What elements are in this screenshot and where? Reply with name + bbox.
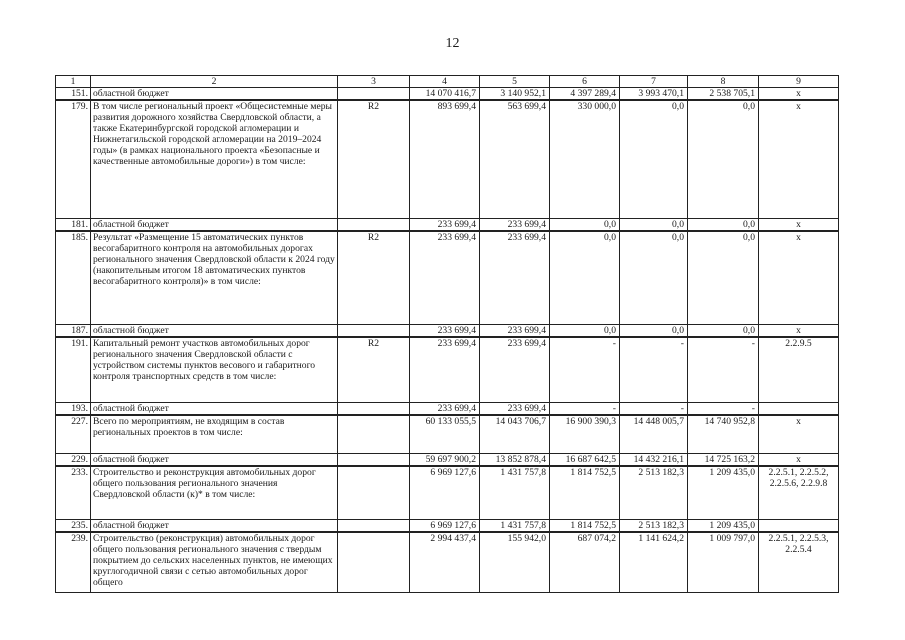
value-cell: 1 431 757,8 bbox=[480, 519, 550, 532]
value-cell: 1 814 752,5 bbox=[550, 466, 620, 519]
value-cell: 1 209 435,0 bbox=[688, 466, 759, 519]
value-cell: 2 513 182,3 bbox=[620, 466, 688, 519]
header-row bbox=[56, 76, 839, 88]
value-cell: 233 699,4 bbox=[480, 324, 550, 337]
header-cell: 8 bbox=[688, 76, 759, 88]
value-cell: 330 000,0 bbox=[550, 100, 620, 218]
reference-cell: x bbox=[759, 88, 839, 101]
row-number-cell: 179. bbox=[56, 100, 91, 218]
reference-cell: x bbox=[759, 453, 839, 466]
value-cell: - bbox=[620, 402, 688, 415]
value-cell: 233 699,4 bbox=[480, 337, 550, 402]
value-cell: 1 431 757,8 bbox=[480, 466, 550, 519]
header-cell: 3 bbox=[338, 76, 410, 88]
table-row bbox=[56, 218, 839, 231]
value-cell: - bbox=[620, 337, 688, 402]
row-number-cell: 227. bbox=[56, 415, 91, 453]
code-cell bbox=[338, 532, 410, 592]
value-cell: 60 133 055,5 bbox=[410, 415, 480, 453]
row-name-cell: областной бюджет bbox=[91, 519, 338, 532]
value-cell: 14 043 706,7 bbox=[480, 415, 550, 453]
reference-cell: 2.2.5.1, 2.2.5.2, 2.2.5.6, 2.2.9.8 bbox=[759, 466, 839, 519]
value-cell: 233 699,4 bbox=[480, 402, 550, 415]
code-cell bbox=[338, 402, 410, 415]
value-cell: - bbox=[688, 337, 759, 402]
value-cell: 4 397 289,4 bbox=[550, 88, 620, 101]
header-cell: 1 bbox=[56, 76, 91, 88]
value-cell: 1 209 435,0 bbox=[688, 519, 759, 532]
budget-table bbox=[55, 75, 839, 593]
code-cell: R2 bbox=[338, 337, 410, 402]
table-row bbox=[56, 402, 839, 415]
reference-cell bbox=[759, 402, 839, 415]
value-cell: 14 740 952,8 bbox=[688, 415, 759, 453]
value-cell: 0,0 bbox=[688, 231, 759, 324]
table-row bbox=[56, 324, 839, 337]
value-cell: 14 448 005,7 bbox=[620, 415, 688, 453]
table-row bbox=[56, 519, 839, 532]
row-name-cell: Строительство и реконструкция автомобильных дорог общего пользования регионального значения Свердловской области (к)* в том числе: bbox=[91, 466, 338, 519]
value-cell: 13 852 878,4 bbox=[480, 453, 550, 466]
code-cell bbox=[338, 415, 410, 453]
value-cell: 0,0 bbox=[620, 100, 688, 218]
value-cell: - bbox=[550, 337, 620, 402]
code-cell bbox=[338, 88, 410, 101]
value-cell: 2 538 705,1 bbox=[688, 88, 759, 101]
value-cell: 1 814 752,5 bbox=[550, 519, 620, 532]
reference-cell: x bbox=[759, 324, 839, 337]
value-cell: 3 993 470,1 bbox=[620, 88, 688, 101]
value-cell: 1 009 797,0 bbox=[688, 532, 759, 592]
table-row bbox=[56, 88, 839, 101]
value-cell: - bbox=[688, 402, 759, 415]
reference-cell: x bbox=[759, 100, 839, 218]
value-cell: 233 699,4 bbox=[410, 231, 480, 324]
value-cell: 14 432 216,1 bbox=[620, 453, 688, 466]
row-name-cell: Результат «Размещение 15 автоматических пунктов весогабаритного контроля на автомобильных дорогах регионального значения Свердловской области к 2024 году (накопительным итогом 18 автоматических пунктов весогабаритного контроля)» в том числе: bbox=[91, 231, 338, 324]
reference-cell bbox=[759, 519, 839, 532]
value-cell: 0,0 bbox=[550, 218, 620, 231]
value-cell: 6 969 127,6 bbox=[410, 466, 480, 519]
value-cell: 14 725 163,2 bbox=[688, 453, 759, 466]
page-number: 12 bbox=[445, 36, 460, 51]
value-cell: 0,0 bbox=[620, 231, 688, 324]
row-number-cell: 187. bbox=[56, 324, 91, 337]
value-cell: 0,0 bbox=[688, 100, 759, 218]
row-number-cell: 229. bbox=[56, 453, 91, 466]
value-cell: 0,0 bbox=[620, 324, 688, 337]
code-cell: R2 bbox=[338, 100, 410, 218]
value-cell: 6 969 127,6 bbox=[410, 519, 480, 532]
reference-cell: x bbox=[759, 218, 839, 231]
value-cell: 233 699,4 bbox=[480, 231, 550, 324]
value-cell: 2 513 182,3 bbox=[620, 519, 688, 532]
row-name-cell: областной бюджет bbox=[91, 88, 338, 101]
value-cell: 59 697 900,2 bbox=[410, 453, 480, 466]
header-cell: 9 bbox=[759, 76, 839, 88]
row-number-cell: 181. bbox=[56, 218, 91, 231]
value-cell: 233 699,4 bbox=[410, 402, 480, 415]
value-cell: 687 074,2 bbox=[550, 532, 620, 592]
value-cell: 16 687 642,5 bbox=[550, 453, 620, 466]
reference-cell: 2.2.9.5 bbox=[759, 337, 839, 402]
row-number-cell: 193. bbox=[56, 402, 91, 415]
value-cell: 155 942,0 bbox=[480, 532, 550, 592]
row-name-cell: областной бюджет bbox=[91, 402, 338, 415]
value-cell: 0,0 bbox=[688, 218, 759, 231]
value-cell: 0,0 bbox=[550, 231, 620, 324]
value-cell: 0,0 bbox=[688, 324, 759, 337]
value-cell: 563 699,4 bbox=[480, 100, 550, 218]
code-cell bbox=[338, 466, 410, 519]
header-cell: 5 bbox=[480, 76, 550, 88]
value-cell: 233 699,4 bbox=[410, 324, 480, 337]
value-cell: 0,0 bbox=[620, 218, 688, 231]
table-row bbox=[56, 532, 839, 592]
row-name-cell: областной бюджет bbox=[91, 453, 338, 466]
row-number-cell: 235. bbox=[56, 519, 91, 532]
value-cell: 233 699,4 bbox=[410, 218, 480, 231]
table-row bbox=[56, 337, 839, 402]
value-cell: 233 699,4 bbox=[410, 337, 480, 402]
value-cell: 14 070 416,7 bbox=[410, 88, 480, 101]
table-row bbox=[56, 231, 839, 324]
header-cell: 4 bbox=[410, 76, 480, 88]
value-cell: 233 699,4 bbox=[480, 218, 550, 231]
header-cell: 2 bbox=[91, 76, 338, 88]
row-number-cell: 185. bbox=[56, 231, 91, 324]
code-cell bbox=[338, 453, 410, 466]
value-cell: 2 994 437,4 bbox=[410, 532, 480, 592]
row-name-cell: Строительство (реконструкция) автомобильных дорог общего пользования регионального значения с твердым покрытием до сельских населенных пунктов, не имеющих круглогодичной связи с сетью автомобильных дорог общего bbox=[91, 532, 338, 592]
value-cell: - bbox=[550, 402, 620, 415]
row-name-cell: областной бюджет bbox=[91, 218, 338, 231]
row-name-cell: Всего по мероприятиям, не входящим в состав региональных проектов в том числе: bbox=[91, 415, 338, 453]
row-name-cell: областной бюджет bbox=[91, 324, 338, 337]
table-row bbox=[56, 415, 839, 453]
value-cell: 893 699,4 bbox=[410, 100, 480, 218]
code-cell bbox=[338, 218, 410, 231]
row-number-cell: 151. bbox=[56, 88, 91, 101]
row-number-cell: 233. bbox=[56, 466, 91, 519]
code-cell bbox=[338, 324, 410, 337]
value-cell: 1 141 624,2 bbox=[620, 532, 688, 592]
reference-cell: 2.2.5.1, 2.2.5.3, 2.2.5.4 bbox=[759, 532, 839, 592]
row-number-cell: 239. bbox=[56, 532, 91, 592]
row-name-cell: Капитальный ремонт участков автомобильных дорог регионального значения Свердловской области с устройством системы пунктов весового и габаритного контроля транспортных средств в том числе: bbox=[91, 337, 338, 402]
header-cell: 6 bbox=[550, 76, 620, 88]
header-cell: 7 bbox=[620, 76, 688, 88]
row-number-cell: 191. bbox=[56, 337, 91, 402]
reference-cell: x bbox=[759, 231, 839, 324]
code-cell bbox=[338, 519, 410, 532]
row-name-cell: В том числе региональный проект «Общесистемные меры развития дорожного хозяйства Свердловской области, а также Екатеринбургской городской агломерации и Нижнетагильской городской агломерации на 2019–2024 годы» (в рамках национального проекта «Безопасные и качественные автомобильные дороги») в том числе: bbox=[91, 100, 338, 218]
table-row bbox=[56, 466, 839, 519]
value-cell: 0,0 bbox=[550, 324, 620, 337]
table-row bbox=[56, 453, 839, 466]
reference-cell: x bbox=[759, 415, 839, 453]
code-cell: R2 bbox=[338, 231, 410, 324]
value-cell: 16 900 390,3 bbox=[550, 415, 620, 453]
table-row bbox=[56, 100, 839, 218]
value-cell: 3 140 952,1 bbox=[480, 88, 550, 101]
